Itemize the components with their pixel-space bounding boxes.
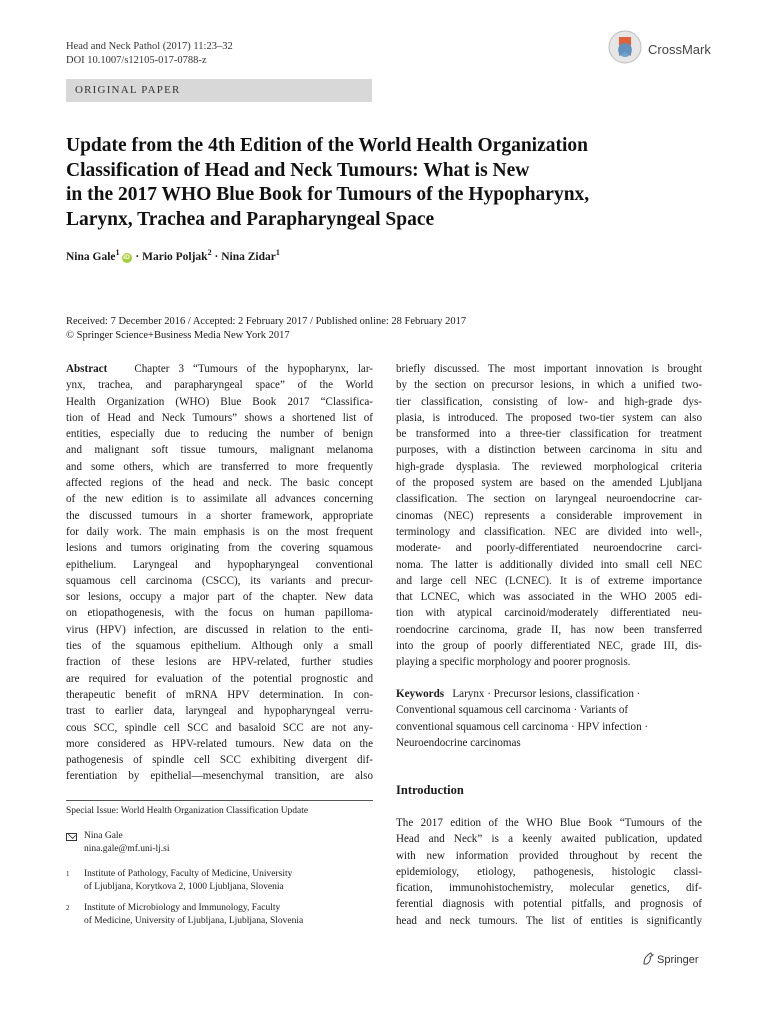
abstract-line: plasia, is introduced. The proposed two-tier system can also xyxy=(396,411,702,424)
intro-line: fication, immunohistochemistry, molecular genetics, dif- xyxy=(396,882,702,895)
doi[interactable]: DOI 10.1007/s12105-017-0788-z xyxy=(66,55,207,66)
journal-header xyxy=(66,40,233,68)
article-type-label: ORIGINAL PAPER xyxy=(75,84,181,96)
abstract-line: trast to earlier data, laryngeal and hypopharyngeal verru- xyxy=(66,705,373,718)
abstract-text: Chapter 3 “Tumours of the hypopharynx, lar- xyxy=(134,363,373,375)
corresponding-author xyxy=(66,830,366,858)
author-list xyxy=(66,248,706,263)
orcid-icon[interactable]: iD xyxy=(123,253,130,261)
abstract-line: and malignant soft tissue tumours, malignant melanoma xyxy=(66,444,373,457)
abstract-line: ferentiation by epithelial—mesenchymal transition, are also xyxy=(66,770,373,783)
abstract-line: epithelium. Laryngeal and hypopharyngeal conventional xyxy=(66,558,373,571)
crossmark-badge[interactable] xyxy=(608,30,720,70)
abstract-label: Abstract xyxy=(66,363,108,375)
affiliation-line: Institute of Pathology, Faculty of Medicine, University xyxy=(84,869,293,879)
footnote-divider xyxy=(66,800,373,801)
author-separator: · xyxy=(211,250,222,263)
keyword-line: Neuroendocrine carcinomas xyxy=(396,736,521,749)
abstract-line: be transformed into a three-tier classification for treatment xyxy=(396,428,702,441)
author-name[interactable]: Nina Zidar xyxy=(221,250,276,263)
abstract-line: tier classification, consisting of low- and high-grade dys- xyxy=(396,395,702,408)
affiliation-line: Institute of Microbiology and Immunology, Faculty xyxy=(84,903,281,913)
abstract-line: moderate- and poorly-differentiated neuroendocrine carci- xyxy=(396,542,702,555)
contact-email[interactable]: nina.gale@mf.uni-lj.si xyxy=(84,844,170,854)
affiliation-number: 2 xyxy=(66,904,70,912)
abstract-left-column xyxy=(66,361,373,785)
abstract-line: tion of Head and Neck Tumours” shows a shortened list of xyxy=(66,411,373,424)
contact-name: Nina Gale xyxy=(84,831,123,841)
abstract-line: more considered as HPV-related tumours. New data on the xyxy=(66,737,373,750)
intro-line: ferential diagnosis with potential pitfalls, and prognosis of xyxy=(396,898,702,911)
article-title xyxy=(66,134,706,232)
abstract-line: playing a specific morphology and poorer prognosis. xyxy=(396,656,631,669)
author-separator: · xyxy=(132,250,143,263)
introduction-text xyxy=(396,815,702,929)
intro-line: Head and Neck” is a keenly awaited publication, updated xyxy=(396,833,702,846)
abstract-line: that LCNEC, which was associated in the WHO 2005 edi- xyxy=(396,591,702,604)
abstract-line: and some others, which are transferred to more frequently xyxy=(66,460,373,473)
abstract-line: and large cell NEC (LCNEC). It is of extreme importance xyxy=(396,574,702,587)
intro-line: epidemiology, etiology, pathogenesis, histologic classi- xyxy=(396,865,702,878)
keyword-line: Larynx · Precursor lesions, classification · xyxy=(452,688,641,700)
abstract-line: roendocrine carcinoma, grade II, has now been transferred xyxy=(396,623,702,636)
author-affiliation-ref: 1 xyxy=(275,248,280,257)
crossmark-icon xyxy=(608,30,642,64)
keyword-line: conventional squamous cell carcinoma · HPV infection · xyxy=(396,720,649,733)
publisher-footer xyxy=(642,952,699,966)
abstract-line: noma. The latter is additionally divided into small cell NEC xyxy=(396,558,702,571)
abstract-line: high-grade dysplasia. The reviewed morphological criteria xyxy=(396,460,702,473)
keywords-block xyxy=(396,686,702,751)
abstract-line: cous SCC, spindle cell SCC and basaloid SCC are not any- xyxy=(66,721,373,734)
abstract-line: entities, especially due to reducing the number of benign xyxy=(66,428,373,441)
abstract-line: ynx, trachea, and parapharyngeal space” of the World xyxy=(66,379,373,392)
author-affiliation-ref: 2 xyxy=(207,248,212,257)
article-type-banner xyxy=(66,79,372,102)
intro-line: The 2017 edition of the WHO Blue Book “Tumours of the xyxy=(396,817,702,829)
abstract-line: are required for evaluation of the potential prognostic and xyxy=(66,672,373,685)
abstract-line: cinomas (NEC) represents a considerable improvement in xyxy=(396,509,702,522)
affiliation-number: 1 xyxy=(66,870,70,878)
keywords-first-line xyxy=(396,686,702,702)
keywords-label: Keywords xyxy=(396,688,445,700)
publisher-name: Springer xyxy=(657,954,699,966)
intro-line: head and neck tumours. The list of entities is significantly xyxy=(396,914,702,927)
title-line: Classification of Head and Neck Tumours: What is New xyxy=(66,159,530,181)
abstract-line: Health Organization (WHO) Blue Book 2017 “Classifica- xyxy=(66,395,373,408)
history-dates: Received: 7 December 2016 / Accepted: 2 February 2017 / Published online: 28 February 2017 xyxy=(66,316,467,327)
abstract-line: by the section on precursor lesions, in which a unified two- xyxy=(396,379,702,392)
abstract-line: fraction of these lesions are HPV-related, further studies xyxy=(66,656,373,669)
introduction-heading: Introduction xyxy=(396,783,464,797)
affiliation-line: of Ljubljana, Korytkova 2, 1000 Ljubljana, Slovenia xyxy=(84,882,284,892)
abstract-line: virus (HPV) infection, are discussed in relation to the enti- xyxy=(66,623,373,636)
abstract-line: for daily work. The main emphasis is on the most frequent xyxy=(66,525,373,538)
abstract-line: classification. The section on laryngeal neuroendocrine car- xyxy=(396,493,702,506)
abstract-line: squamous cell carcinoma (CSCC), its variants and precur- xyxy=(66,574,373,587)
abstract-first-line xyxy=(66,361,373,377)
copyright: © Springer Science+Business Media New York 2017 xyxy=(66,329,290,341)
affiliation-line: of Medicine, University of Ljubljana, Ljubljana, Slovenia xyxy=(84,916,304,926)
publication-history xyxy=(66,315,466,342)
mail-icon xyxy=(66,833,77,841)
abstract-line: therapeutic benefit of mRNA HPV determination. In con- xyxy=(66,688,373,701)
journal-citation: Head and Neck Pathol (2017) 11:23–32 xyxy=(66,41,233,52)
abstract-line: tion with atypical carcinoid/moderately differentiated neu- xyxy=(396,607,702,620)
title-line: Larynx, Trachea and Parapharyngeal Space xyxy=(66,208,435,230)
title-line: in the 2017 WHO Blue Book for Tumours of the Hypopharynx, xyxy=(66,184,590,205)
title-line: Update from the 4th Edition of the World Health Organization xyxy=(66,135,588,156)
crossmark-label: CrossMark xyxy=(648,42,711,57)
abstract-line: on etiopathogenesis, with the focus on human papilloma- xyxy=(66,607,373,620)
author-name[interactable]: Nina Gale xyxy=(66,250,116,263)
abstract-line: ties of the squamous epithelium. Although only a small xyxy=(66,640,373,653)
author-name[interactable]: Mario Poljak xyxy=(142,250,208,263)
intro-line: with new information provided throughout by recent the xyxy=(396,849,702,862)
abstract-line: the discussed tumours in a shorter framework, appropriate xyxy=(66,509,373,522)
special-issue-note: Special Issue: World Health Organization Classification Update xyxy=(66,806,309,816)
abstract-right-column xyxy=(396,361,702,671)
affiliation xyxy=(66,868,373,896)
affiliation xyxy=(66,902,373,930)
author-affiliation-ref: 1 xyxy=(115,248,120,257)
abstract-line: affected regions of the head and neck. The basic concept xyxy=(66,477,373,490)
keyword-line: Conventional squamous cell carcinoma · Variants of xyxy=(396,704,629,717)
abstract-line: of the new edition is to assimilate all advances concerning xyxy=(66,493,373,506)
springer-horse-icon xyxy=(642,952,654,965)
abstract-line: sor lesions, occupy a major part of the chapter. New data xyxy=(66,591,373,604)
abstract-line: terminology and classification. NEC are divided into well-, xyxy=(396,525,702,538)
abstract-line: purposes, with a distinction between carcinoma in situ and xyxy=(396,444,702,457)
abstract-line: into the group of poorly differentiated NEC, grade III, dis- xyxy=(396,640,702,653)
abstract-line: briefly discussed. The most important innovation is brought xyxy=(396,363,702,375)
abstract-line: pathogenesis of spindle cell SCC exhibiting divergent dif- xyxy=(66,754,373,767)
abstract-line: lesions and tumors originating from the covering squamous xyxy=(66,542,373,555)
abstract-line: of the proposed system are based on the amended Ljubljana xyxy=(396,477,702,490)
